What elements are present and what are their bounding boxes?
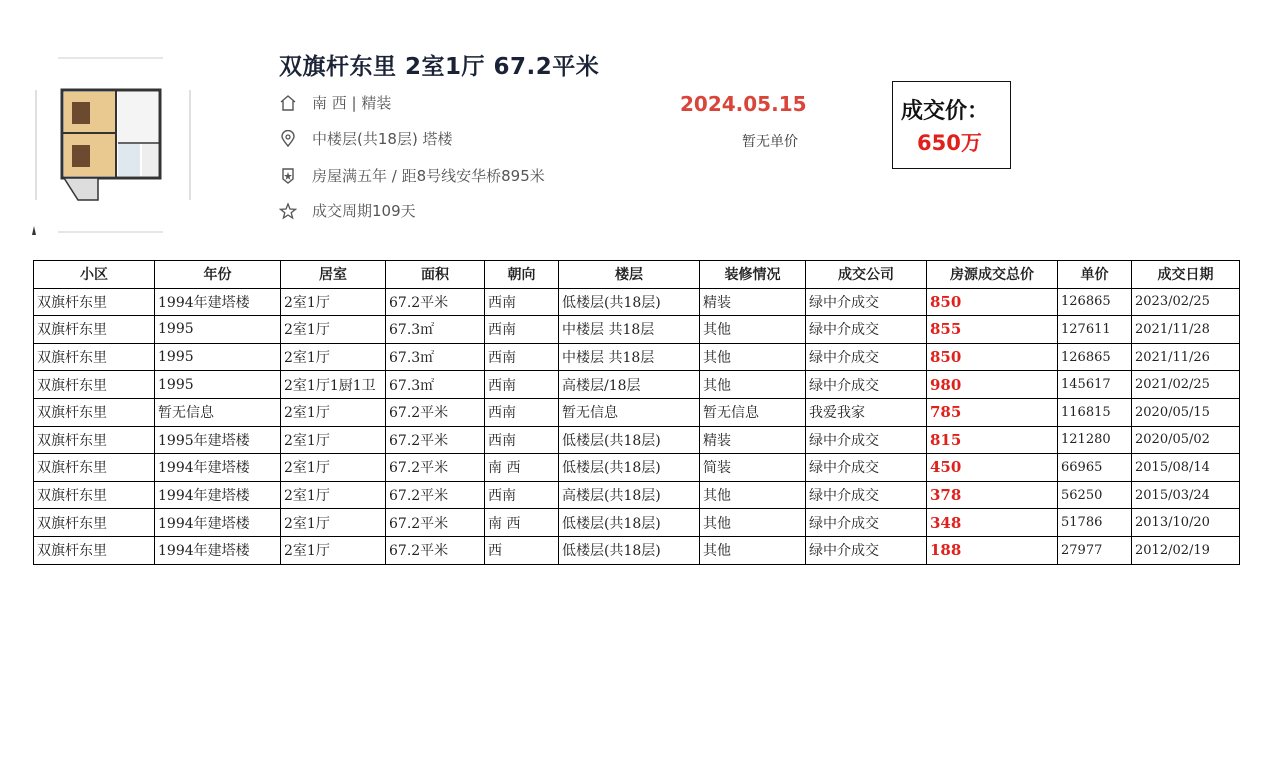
cell-community: 双旗杆东里 [34, 288, 155, 316]
cell-agency: 绿中介成交 [806, 426, 927, 454]
cell-deal-date: 2021/11/26 [1132, 343, 1240, 371]
cell-unit-price: 126865 [1058, 288, 1132, 316]
cell-community: 双旗杆东里 [34, 454, 155, 482]
cell-agency: 绿中介成交 [806, 316, 927, 344]
cycle-text: 成交周期109天 [312, 202, 416, 220]
cell-area: 67.3㎡ [386, 371, 485, 399]
cell-decoration: 简装 [700, 454, 806, 482]
table-header-row [34, 261, 1240, 289]
cell-orientation: 西南 [485, 398, 559, 426]
orientation-row [279, 92, 391, 113]
table-row [34, 509, 1240, 537]
cell-area: 67.2平米 [386, 536, 485, 564]
cell-unit-price: 66965 [1058, 454, 1132, 482]
home-icon [279, 94, 297, 112]
orientation-text: 南 西 | 精装 [312, 94, 392, 112]
cell-area: 67.2平米 [386, 481, 485, 509]
cell-orientation: 西南 [485, 426, 559, 454]
cell-year: 1994年建塔楼 [155, 509, 281, 537]
cell-unit-price: 116815 [1058, 398, 1132, 426]
table-row [34, 536, 1240, 564]
cell-orientation: 南 西 [485, 509, 559, 537]
cell-year: 1995 [155, 371, 281, 399]
cell-year: 1995 [155, 343, 281, 371]
cell-rooms: 2室1厅 [281, 454, 386, 482]
cell-year: 暂无信息 [155, 398, 281, 426]
cell-decoration: 其他 [700, 536, 806, 564]
floor-text: 中楼层(共18层) 塔楼 [312, 130, 453, 148]
cell-floor: 高楼层/18层 [559, 371, 700, 399]
table-row [34, 481, 1240, 509]
cell-community: 双旗杆东里 [34, 481, 155, 509]
deal-price-label: 成交价： [901, 99, 990, 124]
cell-community: 双旗杆东里 [34, 316, 155, 344]
cell-orientation: 西南 [485, 343, 559, 371]
cell-community: 双旗杆东里 [34, 509, 155, 537]
header-unit-price: 单价 [1058, 261, 1132, 289]
cell-decoration: 其他 [700, 481, 806, 509]
table-row [34, 288, 1240, 316]
cell-agency: 我爱我家 [806, 398, 927, 426]
cell-decoration: 其他 [700, 371, 806, 399]
cell-unit-price: 126865 [1058, 343, 1132, 371]
cell-deal-date: 2015/03/24 [1132, 481, 1240, 509]
cell-year: 1995年建塔楼 [155, 426, 281, 454]
cell-deal-date: 2013/10/20 [1132, 509, 1240, 537]
cell-unit-price: 56250 [1058, 481, 1132, 509]
cell-year: 1994年建塔楼 [155, 454, 281, 482]
cell-total-price: 850 [927, 343, 1058, 371]
cell-rooms: 2室1厅 [281, 536, 386, 564]
header-floor: 楼层 [559, 261, 700, 289]
transaction-table [33, 260, 1240, 565]
cell-rooms: 2室1厅 [281, 481, 386, 509]
header-orientation: 朝向 [485, 261, 559, 289]
cell-floor: 低楼层(共18层) [559, 288, 700, 316]
cell-deal-date: 2021/11/28 [1132, 316, 1240, 344]
cell-unit-price: 121280 [1058, 426, 1132, 454]
cycle-row [279, 200, 416, 221]
cell-total-price: 855 [927, 316, 1058, 344]
cell-agency: 绿中介成交 [806, 454, 927, 482]
cell-orientation: 西南 [485, 481, 559, 509]
unit-price-note: 暂无单价 [742, 134, 798, 150]
cell-decoration: 精装 [700, 288, 806, 316]
cell-total-price: 378 [927, 481, 1058, 509]
cell-floor: 高楼层(共18层) [559, 481, 700, 509]
header-decoration: 装修情况 [700, 261, 806, 289]
cell-year: 1994年建塔楼 [155, 536, 281, 564]
table-row [34, 371, 1240, 399]
cell-deal-date: 2012/02/19 [1132, 536, 1240, 564]
header-area: 面积 [386, 261, 485, 289]
cell-floor: 低楼层(共18层) [559, 454, 700, 482]
cell-community: 双旗杆东里 [34, 343, 155, 371]
table-row [34, 426, 1240, 454]
cell-community: 双旗杆东里 [34, 371, 155, 399]
cell-total-price: 815 [927, 426, 1058, 454]
cell-deal-date: 2020/05/15 [1132, 398, 1240, 426]
cell-total-price: 980 [927, 371, 1058, 399]
cell-year: 1994年建塔楼 [155, 288, 281, 316]
cell-total-price: 450 [927, 454, 1058, 482]
shield-icon [279, 167, 297, 185]
cell-rooms: 2室1厅 [281, 288, 386, 316]
cell-decoration: 精装 [700, 426, 806, 454]
cell-rooms: 2室1厅1厨1卫 [281, 371, 386, 399]
cell-rooms: 2室1厅 [281, 426, 386, 454]
cell-rooms: 2室1厅 [281, 509, 386, 537]
table-body [34, 288, 1240, 564]
location-pin-icon [279, 130, 297, 148]
cell-area: 67.2平米 [386, 288, 485, 316]
header-rooms: 居室 [281, 261, 386, 289]
cell-decoration: 其他 [700, 343, 806, 371]
listing-title: 双旗杆东里 2室1厅 67.2平米 [279, 54, 600, 80]
deal-price-value: 650万 [917, 131, 982, 155]
cell-orientation: 南 西 [485, 454, 559, 482]
cell-floor: 低楼层(共18层) [559, 426, 700, 454]
cell-agency: 绿中介成交 [806, 343, 927, 371]
cell-total-price: 785 [927, 398, 1058, 426]
table-row [34, 398, 1240, 426]
cell-deal-date: 2015/08/14 [1132, 454, 1240, 482]
cell-year: 1995 [155, 316, 281, 344]
cell-orientation: 西 [485, 536, 559, 564]
cell-area: 67.2平米 [386, 398, 485, 426]
header-community: 小区 [34, 261, 155, 289]
cell-orientation: 西南 [485, 316, 559, 344]
cell-agency: 绿中介成交 [806, 288, 927, 316]
cell-area: 67.2平米 [386, 454, 485, 482]
cell-year: 1994年建塔楼 [155, 481, 281, 509]
cell-rooms: 2室1厅 [281, 343, 386, 371]
cell-orientation: 西南 [485, 288, 559, 316]
cell-total-price: 188 [927, 536, 1058, 564]
cell-decoration: 其他 [700, 509, 806, 537]
cell-floor: 中楼层 共18层 [559, 343, 700, 371]
table-row [34, 343, 1240, 371]
cell-community: 双旗杆东里 [34, 398, 155, 426]
cell-unit-price: 27977 [1058, 536, 1132, 564]
floor-row [279, 128, 453, 149]
cell-deal-date: 2023/02/25 [1132, 288, 1240, 316]
cell-agency: 绿中介成交 [806, 536, 927, 564]
cell-area: 67.3㎡ [386, 343, 485, 371]
deal-price-box [892, 81, 1011, 169]
table-row [34, 316, 1240, 344]
cell-agency: 绿中介成交 [806, 481, 927, 509]
cell-agency: 绿中介成交 [806, 509, 927, 537]
cell-community: 双旗杆东里 [34, 536, 155, 564]
cell-unit-price: 145617 [1058, 371, 1132, 399]
cell-orientation: 西南 [485, 371, 559, 399]
star-icon [279, 202, 297, 220]
cell-deal-date: 2020/05/02 [1132, 426, 1240, 454]
cell-area: 67.3㎡ [386, 316, 485, 344]
cell-rooms: 2室1厅 [281, 316, 386, 344]
table-row [34, 454, 1240, 482]
cell-floor: 低楼层(共18层) [559, 536, 700, 564]
header-deal-date: 成交日期 [1132, 261, 1240, 289]
cell-community: 双旗杆东里 [34, 426, 155, 454]
cell-floor: 中楼层 共18层 [559, 316, 700, 344]
cell-floor: 低楼层(共18层) [559, 509, 700, 537]
header-total-price: 房源成交总价 [927, 261, 1058, 289]
feature-row [279, 165, 545, 186]
feature-text: 房屋满五年 / 距8号线安华桥895米 [312, 167, 545, 185]
cell-area: 67.2平米 [386, 509, 485, 537]
cell-decoration: 其他 [700, 316, 806, 344]
cell-floor: 暂无信息 [559, 398, 700, 426]
cell-area: 67.2平米 [386, 426, 485, 454]
floorplan-image [28, 50, 198, 240]
cell-total-price: 850 [927, 288, 1058, 316]
cell-unit-price: 51786 [1058, 509, 1132, 537]
cell-rooms: 2室1厅 [281, 398, 386, 426]
header-year: 年份 [155, 261, 281, 289]
header-agency: 成交公司 [806, 261, 927, 289]
cell-unit-price: 127611 [1058, 316, 1132, 344]
cell-agency: 绿中介成交 [806, 371, 927, 399]
deal-date: 2024.05.15 [680, 92, 807, 116]
cell-deal-date: 2021/02/25 [1132, 371, 1240, 399]
cell-total-price: 348 [927, 509, 1058, 537]
cell-decoration: 暂无信息 [700, 398, 806, 426]
